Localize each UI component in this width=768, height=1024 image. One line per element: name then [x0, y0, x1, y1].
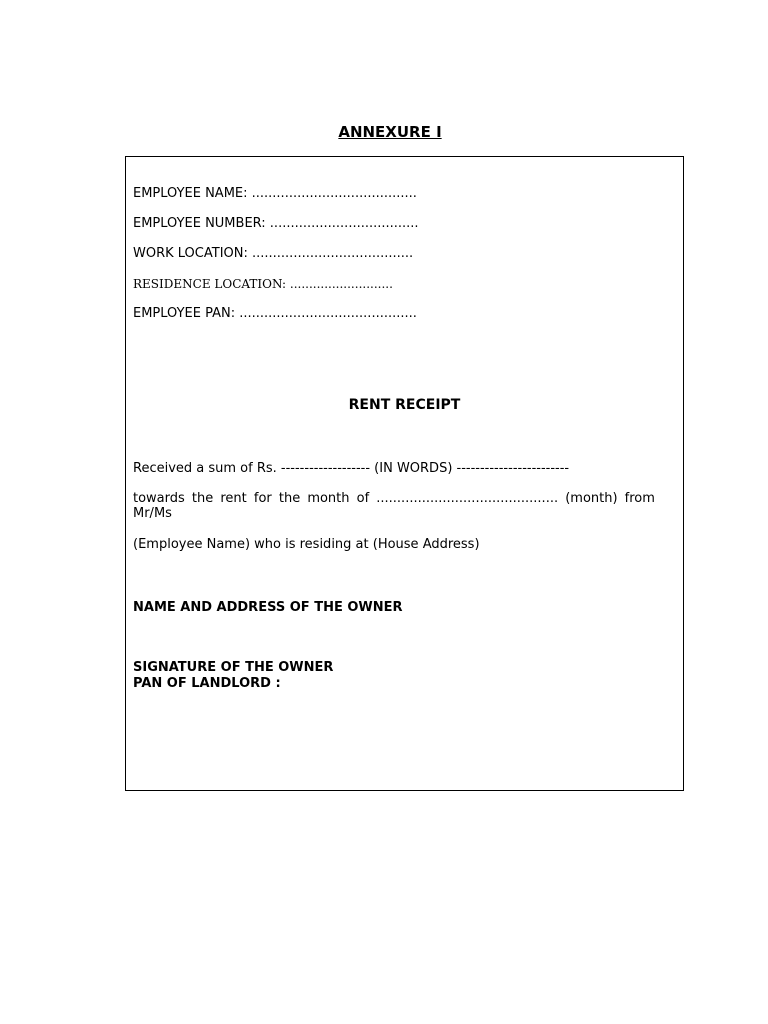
- word: the: [191, 491, 214, 506]
- word: towards: [133, 491, 185, 506]
- employee-number-field: EMPLOYEE NUMBER: ....................................: [133, 216, 419, 231]
- owner-name-address-label: NAME AND ADDRESS OF THE OWNER: [133, 600, 403, 615]
- owner-signature-label: SIGNATURE OF THE OWNER: [133, 660, 334, 675]
- word: (month): [565, 491, 618, 506]
- received-sum-line: Received a sum of Rs. ------------------- (IN WORDS) ------------------------: [133, 461, 570, 476]
- word: of: [356, 491, 370, 506]
- residence-location-field: RESIDENCE LOCATION: ...........................: [133, 277, 393, 291]
- word: the: [278, 491, 301, 506]
- residing-line: (Employee Name) who is residing at (House Address): [133, 537, 480, 552]
- rent-month-line: [133, 491, 655, 506]
- word: from: [624, 491, 655, 506]
- landlord-pan-label: PAN OF LANDLORD :: [133, 676, 281, 691]
- rent-month-paragraph: [133, 491, 655, 521]
- word: for: [253, 491, 272, 506]
- employee-pan-field: EMPLOYEE PAN: ...........................................: [133, 306, 417, 321]
- rent-month-wrap: Mr/Ms: [133, 506, 172, 521]
- rent-receipt-heading: RENT RECEIPT: [348, 397, 461, 413]
- employee-name-field: EMPLOYEE NAME: ........................................: [133, 186, 417, 201]
- word: month: [307, 491, 350, 506]
- word: rent: [220, 491, 247, 506]
- month-blank: ............................................: [376, 491, 559, 506]
- work-location-field: WORK LOCATION: .......................................: [133, 246, 414, 261]
- annexure-title: ANNEXURE I: [338, 123, 442, 141]
